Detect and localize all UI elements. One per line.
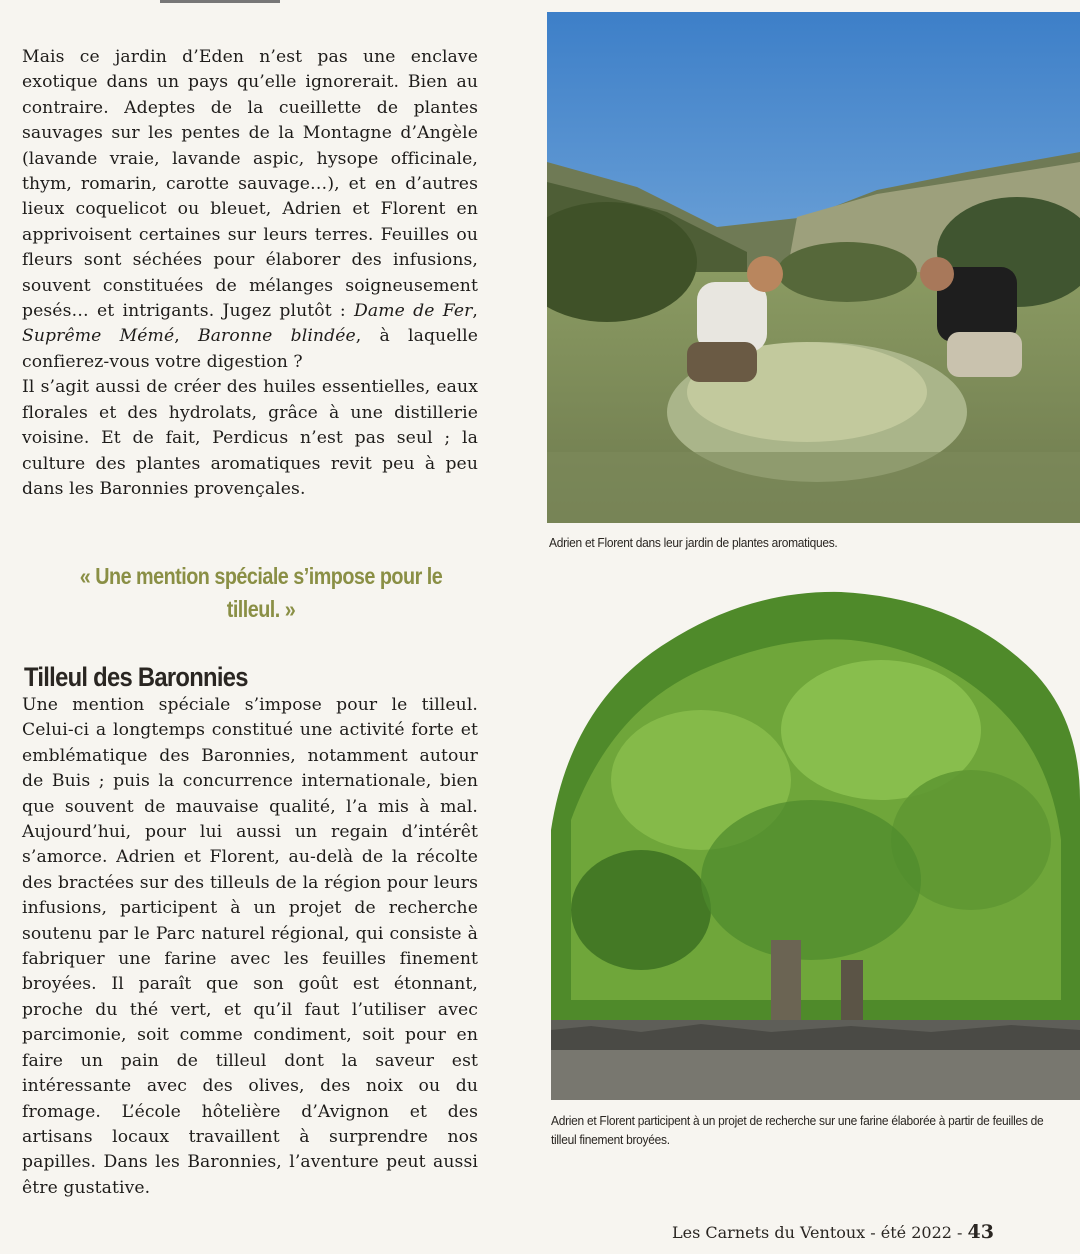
garden-photo-caption: Adrien et Florent dans leur jardin de plantes aromatiques.: [549, 535, 838, 550]
page-edge-mark: [160, 0, 280, 3]
intro-text: [22, 45, 478, 502]
section-paragraph: Une mention spéciale s’impose pour le tilleul. Celui-ci a longtemps constitué une activité forte et emblématique des Baronnies, notamment autour de Buis ; puis la concurrence internationale, bien que souvent de mauvaise qualité, l’a mis à mal. Aujourd’hui, pour lui aussi un regain d’intérêt s’amorce. Adrien et Florent, au-delà de la récolte des bractées sur des tilleuls de la région pour leurs infusions, participent à un projet de recherche soutenu par le Parc naturel régional, qui consiste à fabriquer une farine avec les feuilles finement broyées. Il paraît que son goût est étonnant, proche du thé vert, et qu’il faut l’utiliser avec parcimonie, soit comme condiment, soit pour en faire un pain de tilleul dont la saveur est intéressante avec des olives, des noix ou du fromage. L’école hôtelière d’Avignon et des artisans locaux travaillent à surprendre nos papilles. Dans les Baronnies, l’aventure peut aussi être gustative.: [22, 695, 478, 1198]
blend-name-2: Suprême Mémé: [22, 326, 175, 347]
intro-p1-end: , à laquelle confierez-vous votre digestion ?: [22, 326, 478, 372]
tree-photo-caption: Adrien et Florent participent à un projet de recherche sur une farine élaborée à partir de feuilles de tilleul finement broyées.: [551, 1113, 1044, 1147]
separator: ,: [472, 301, 478, 322]
section-heading: Tilleul des Baronnies: [24, 662, 248, 692]
page-number: 43: [967, 1221, 994, 1243]
blend-name-1: Dame de Fer: [354, 301, 473, 322]
linden-tree-image: [551, 580, 1080, 1100]
section-body: [22, 693, 478, 1201]
linden-tree-photo: [551, 580, 1080, 1100]
intro-p1-text: Mais ce jardin d’Eden n’est pas une enclave exotique dans un pays qu’elle ignorerait. Bien au contraire. Adeptes de la cueillette de plantes sauvages sur les pentes de la Montagne d’Angèle (lavande vraie, lavande aspic, hysope officinale, thym, romarin, carotte sauvage…), et en d’autres lieux coquelicot ou bleuet, Adrien et Florent en apprivoisent certaines sur leurs terres. Feuilles ou fleurs sont séchées pour élaborer des infusions, souvent constituées de mélanges soigneusement pesés… et intrigants. Jugez plutôt :: [22, 47, 478, 322]
garden-photo: [547, 12, 1080, 523]
publication-name: Les Carnets du Ventoux - été 2022 -: [672, 1223, 968, 1242]
intro-paragraph-1: [22, 45, 478, 375]
blend-name-3: Baronne blindée: [197, 326, 356, 347]
page-footer: [672, 1221, 994, 1243]
pull-quote: « Une mention spéciale s’impose pour le tilleul. »: [79, 563, 443, 622]
separator: ,: [174, 326, 198, 347]
intro-paragraph-2: Il s’agit aussi de créer des huiles essentielles, eaux florales et des hydrolats, grâce à une distillerie voisine. Et de fait, Perdicus n’est pas seul ; la culture des plantes aromatiques revit peu à peu dans les Baronnies provençales.: [22, 377, 478, 499]
garden-photo-image: [547, 12, 1080, 523]
